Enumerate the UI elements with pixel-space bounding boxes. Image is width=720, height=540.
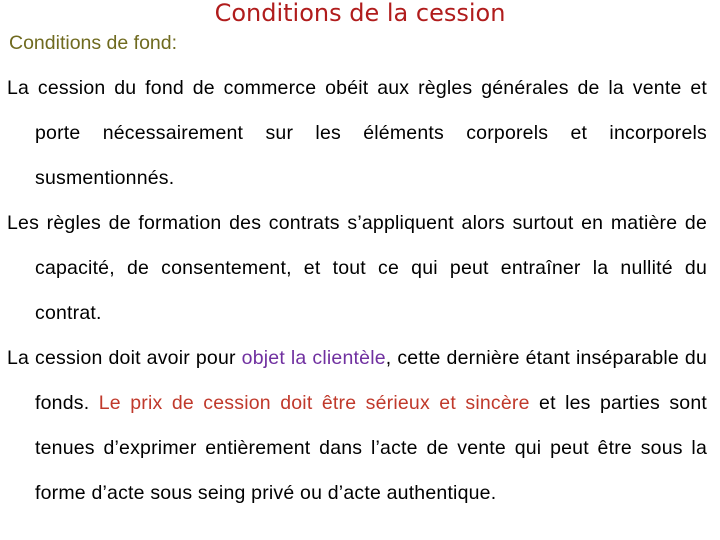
highlight-price-condition: Le prix de cession doit être sérieux et sincère (98, 392, 530, 414)
section-label: Conditions de fond: (9, 32, 178, 54)
paragraph-text: La cession du fond de commerce obéit aux règles générales de la vente et porte nécessairement sur les éléments corporels et incorporels susmentionnés. (7, 77, 707, 189)
slide-body (7, 66, 707, 516)
paragraph-text: , cette dernière étant inséparable du fonds. (35, 347, 708, 414)
paragraph-text: La cession doit avoir pour (7, 347, 242, 369)
paragraph-text: et les parties sont tenues d’exprimer entièrement dans l’acte de vente qui peut être sous la forme d’acte sous seing privé ou d’acte authentique. (35, 392, 707, 504)
slide-title: Conditions de la cession (214, 0, 506, 27)
paragraph-contract-formation (7, 201, 707, 336)
paragraph-text: Les règles de formation des contrats s’appliquent alors surtout en matière de capacité, de consentement, et tout ce qui peut entraîner la nullité du contrat. (7, 212, 707, 324)
highlight-object-clientele: objet la clientèle (241, 347, 386, 369)
paragraph-object-and-price (7, 336, 707, 516)
paragraph-general-rules (7, 66, 707, 201)
